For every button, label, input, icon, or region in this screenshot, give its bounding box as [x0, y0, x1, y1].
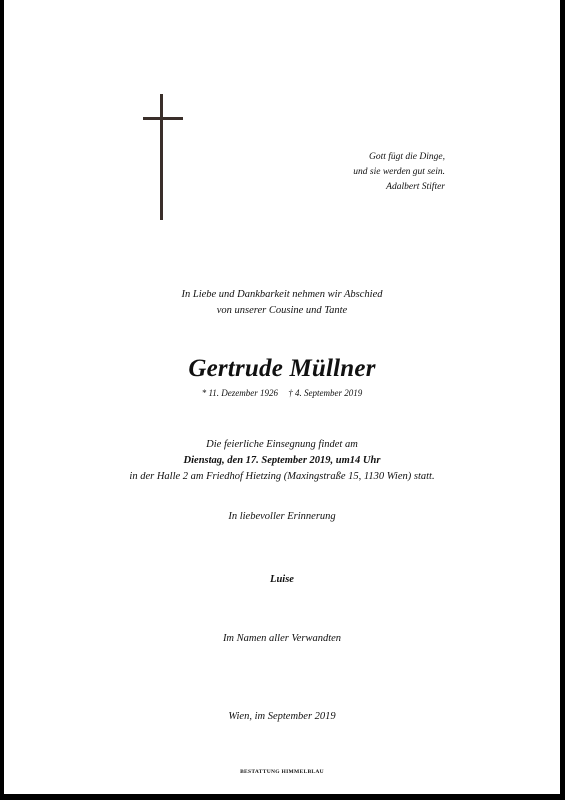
quote-line-2: und sie werden gut sein.: [353, 167, 445, 177]
quote: [353, 150, 445, 195]
ceremony-date: Dienstag, den 17. September 2019, um14 Uhr: [183, 455, 381, 466]
intro-line-1: In Liebe und Dankbarkeit nehmen wir Abschied: [181, 289, 383, 300]
birth-date: * 11. Dezember 1926: [201, 388, 279, 398]
ceremony-info: [4, 437, 560, 485]
memory-text: In liebevoller Erinnerung: [228, 511, 336, 522]
signer-name: Luise: [270, 574, 294, 585]
place-date: Wien, im September 2019: [228, 711, 336, 722]
life-dates: [4, 388, 560, 398]
obituary-sheet: [4, 0, 560, 794]
death-date: † 4. September 2019: [288, 388, 363, 398]
intro-line-2: von unserer Cousine und Tante: [216, 305, 348, 316]
ceremony-line-1: Die feierliche Einsegnung findet am: [206, 439, 358, 450]
undertaker-name: BESTATTUNG HIMMELBLAU: [240, 769, 324, 775]
intro-text: [4, 287, 560, 319]
deceased-name: Gertrude Müllner: [188, 355, 376, 382]
family-text: Im Namen aller Verwandten: [222, 633, 342, 644]
ceremony-location: in der Halle 2 am Friedhof Hietzing (Maxingstraße 15, 1130 Wien) statt.: [129, 471, 435, 482]
quote-line-1: Gott fügt die Dinge,: [369, 152, 445, 162]
quote-author: Adalbert Stifter: [386, 182, 445, 192]
